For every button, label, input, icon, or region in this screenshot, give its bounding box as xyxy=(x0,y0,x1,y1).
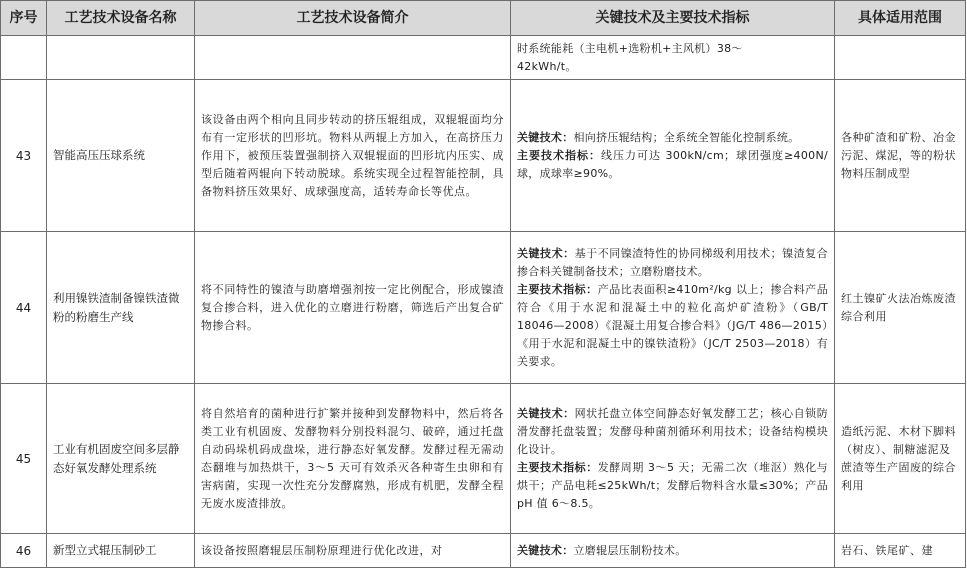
key-technology-label: 关键技术： xyxy=(517,406,575,420)
row-description: 该设备由两个相向且同步转动的挤压辊组成，双辊辊面均分布有一定形状的凹形坑。物料从两辊上方加入，在高挤压力作用下，被预压装置强制挤入双辊辊面的凹形坑内压实、成型后随着两辊向下转动脱球。系统实现全过程智能控制，具备物料挤压效果好、成球强度高，适转寿命长等优点。 xyxy=(195,80,511,232)
main-indicators xyxy=(517,147,828,183)
row-scope xyxy=(835,36,966,80)
row-name xyxy=(47,36,195,80)
row-number: 45 xyxy=(1,384,47,534)
header-scope: 具体适用范围 xyxy=(835,1,966,36)
row-name: 新型立式辊压制砂工 xyxy=(47,534,195,568)
main-indicators-label: 主要技术指标： xyxy=(517,148,602,162)
row-number: 43 xyxy=(1,80,47,232)
key-technology-text: 基于不同镍渣特性的协同梯级利用技术；镍渣复合掺合料关键制备技术；立磨粉磨技术。 xyxy=(517,246,828,278)
key-technology xyxy=(517,405,828,459)
key-technology xyxy=(517,542,828,560)
main-indicators-label: 主要技术指标： xyxy=(517,460,598,474)
key-technology-label: 关键技术： xyxy=(517,130,574,144)
main-indicators-text: 产品比表面积≥410m²/kg 以上；掺合料产品符合《用于水泥和混凝土中的粒化高炉矿渣粉》（GB/T 18046—2008）《混凝土用复合掺合料》（JG/T 486—2015）《用于水泥和混凝土中的镍铁渣粉》（JC/T 2503—2018）有关要求。 xyxy=(517,282,828,368)
row-key-technology xyxy=(511,534,835,568)
header-no: 序号 xyxy=(1,1,47,36)
row-scope: 各种矿渣和矿粉、冶金污泥、煤泥，等的粉状物料压制成型 xyxy=(835,80,966,232)
row-description xyxy=(195,36,511,80)
key-technology-label: 关键技术： xyxy=(517,246,575,260)
main-indicators-label: 主要技术指标： xyxy=(517,282,598,296)
table-row xyxy=(1,534,966,568)
main-indicators-text: 线压力可达 300kN/cm；球团强度≥400N/球，成球率≥90%。 xyxy=(517,148,828,180)
tech-continued-line: 42kWh/t。 xyxy=(517,59,577,73)
row-number: 44 xyxy=(1,232,47,384)
tech-continued-line: 时系统能耗（主电机+选粉机+主风机）38～ xyxy=(517,41,743,55)
row-name: 利用镍铁渣制备镍铁渣微粉的粉磨生产线 xyxy=(47,232,195,384)
main-indicators-text: 发酵周期 3～5 天；无需二次（堆沤）熟化与烘干；产品电耗≤25kWh/t；发酵后物料含水量≤30%；产品 pH 值 6～8.5。 xyxy=(517,460,828,510)
row-description: 将不同特性的镍渣与助磨增强剂按一定比例配合，形成镍渣复合掺合料，进入优化的立磨进行粉磨，筛选后产出复合矿物掺合料。 xyxy=(195,232,511,384)
main-indicators xyxy=(517,281,828,371)
main-indicators xyxy=(517,459,828,513)
row-description: 将自然培育的菌种进行扩繁并接种到发酵物料中，然后将各类工业有机固废、发酵物料分别投料混匀、破碎，通过托盘自动码垛机码成盘垛，进行静态好氧发酵。发酵过程无需动态翻堆与加热烘干，3～5 天可有效杀灭各种寄生虫卵和有害病菌，实现一次性充分发酵腐熟，形成有机肥，发酵全程无废水废渣排放。 xyxy=(195,384,511,534)
row-name: 工业有机固废空间多层静态好氧发酵处理系统 xyxy=(47,384,195,534)
row-scope: 红土镍矿火法冶炼废渣综合利用 xyxy=(835,232,966,384)
row-scope: 岩石、铁尾矿、建 xyxy=(835,534,966,568)
row-description: 该设备按照磨辊层压制粉原理进行优化改进，对 xyxy=(195,534,511,568)
key-technology-label: 关键技术： xyxy=(517,543,574,557)
header-name: 工艺技术设备名称 xyxy=(47,1,195,36)
key-technology-text: 相向挤压辊结构；全系统全智能化控制系统。 xyxy=(573,130,800,144)
header-description: 工艺技术设备简介 xyxy=(195,1,511,36)
row-key-technology xyxy=(511,232,835,384)
header-key-technology: 关键技术及主要技术指标 xyxy=(511,1,835,36)
table-row xyxy=(1,36,966,80)
table-row xyxy=(1,232,966,384)
row-name: 智能高压压球系统 xyxy=(47,80,195,232)
row-key-technology xyxy=(511,80,835,232)
key-technology xyxy=(517,245,828,281)
key-technology xyxy=(517,129,828,147)
key-technology-text: 网状托盘立体空间静态好氧发酵工艺；核心自锁防滑发酵托盘装置；发酵母种菌剂循环利用技术；设备结构模块化设计。 xyxy=(517,406,828,456)
row-scope: 造纸污泥、木材下脚料（树皮）、制糖滤泥及蔗渣等生产固废的综合利用 xyxy=(835,384,966,534)
row-number xyxy=(1,36,47,80)
row-number: 46 xyxy=(1,534,47,568)
table-header-row xyxy=(1,1,966,36)
table-row xyxy=(1,384,966,534)
row-key-technology xyxy=(511,36,835,80)
row-key-technology xyxy=(511,384,835,534)
key-technology-text: 立磨辊层压制粉技术。 xyxy=(573,543,687,557)
table-row xyxy=(1,80,966,232)
